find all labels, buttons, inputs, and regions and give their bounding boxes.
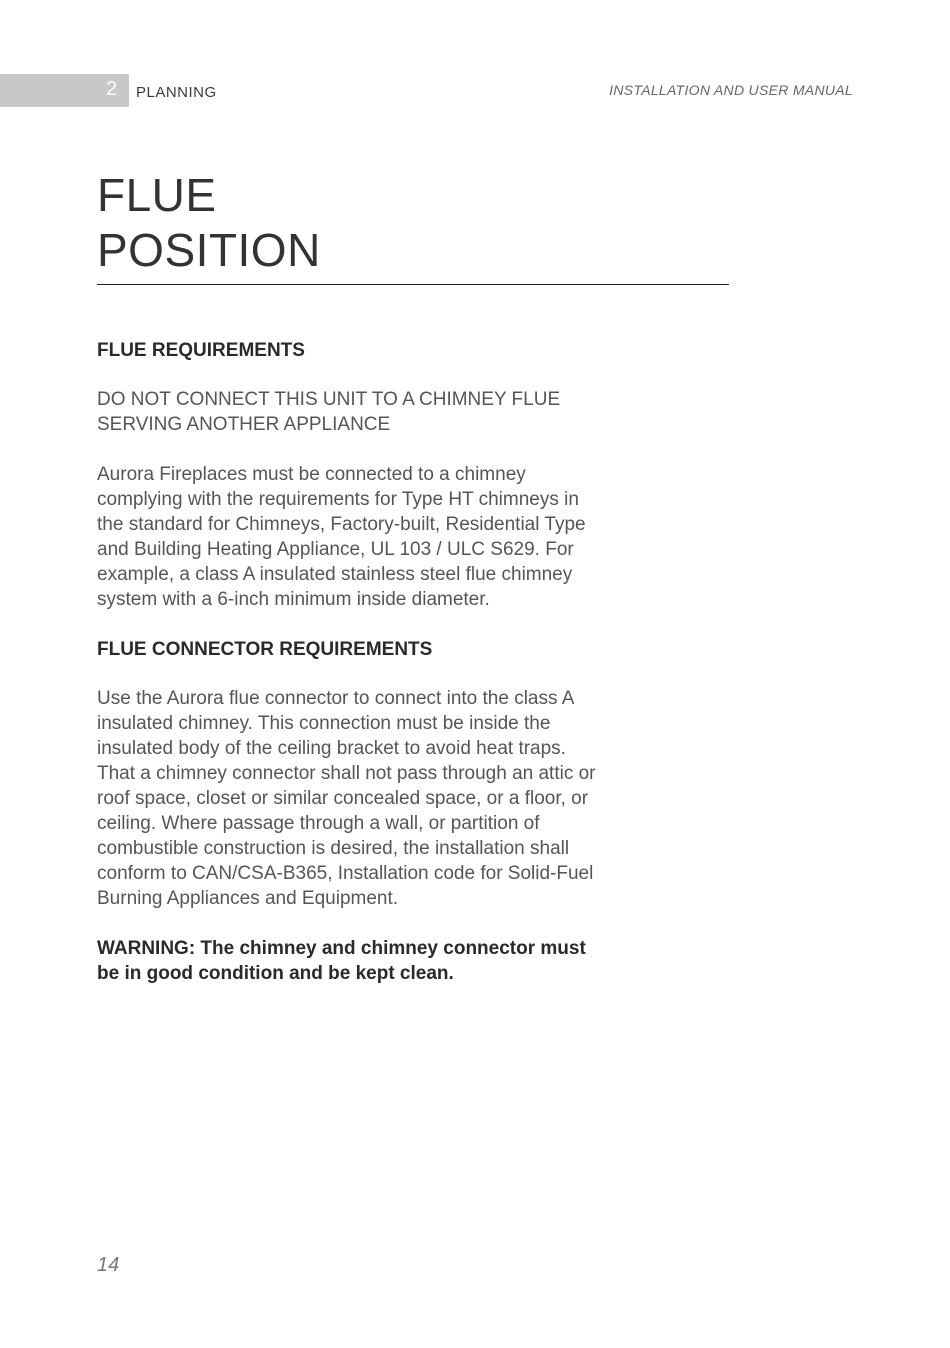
- title-divider: [97, 284, 729, 285]
- chapter-number: 2: [106, 78, 118, 100]
- main-content: [97, 338, 607, 986]
- page-title-line-2: POSITION: [97, 224, 321, 276]
- page-title-line-1: FLUE: [97, 169, 217, 221]
- page-title: [97, 168, 321, 278]
- warning-text: WARNING: The chimney and chimney connector must be in good condition and be kept clean.: [97, 938, 586, 984]
- page-number: 14: [97, 1254, 120, 1276]
- flue-requirements-notice: DO NOT CONNECT THIS UNIT TO A CHIMNEY FLUE SERVING ANOTHER APPLIANCE: [97, 389, 561, 435]
- flue-connector-requirements-body: Use the Aurora flue connector to connect into the class A insulated chimney. This connection must be inside the insulated body of the ceiling bracket to avoid heat traps. That a chimney connector shall not pass through an attic or roof space, closet or similar concealed space, or a floor, or ceiling. Where passage through a wall, or partition of combustible construction is desired, the installation shall conform to CAN/CSA-B365, Installation code for Solid-Fuel Burning Appliances and Equipment.: [97, 688, 596, 909]
- flue-requirements-body: Aurora Fireplaces must be connected to a chimney complying with the requirements for Type HT chimneys in the standard for Chimneys, Factory-built, Residential Type and Building Heating Appliance, UL 103 / ULC S629. For example, a class A insulated stainless steel flue chimney system with a 6-inch minimum inside diameter.: [97, 464, 586, 610]
- flue-connector-requirements-heading: FLUE CONNECTOR REQUIREMENTS: [97, 639, 433, 660]
- manual-title: INSTALLATION AND USER MANUAL: [609, 82, 853, 98]
- chapter-name: PLANNING: [136, 84, 217, 101]
- flue-requirements-heading: FLUE REQUIREMENTS: [97, 340, 305, 361]
